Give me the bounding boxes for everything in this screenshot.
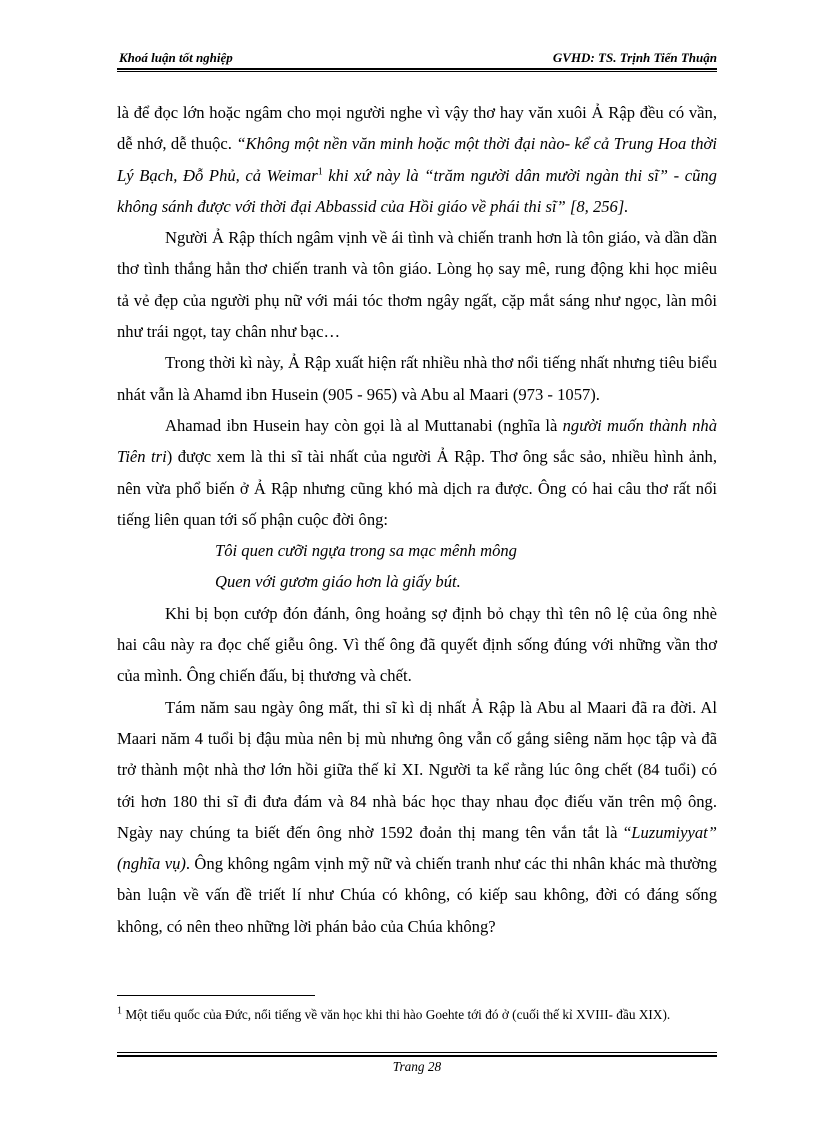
footnote-mark: 1	[117, 1005, 122, 1017]
header-title: Khoá luận tốt nghiệp	[119, 50, 233, 65]
header-rule-thin	[117, 71, 717, 72]
footnote	[117, 1006, 717, 1023]
footnote-text: Một tiểu quốc của Đức, nổi tiếng về văn học khi thi hào Goehte tới đó ở (cuối thế kỉ XVIII- đầu XIX).	[122, 1007, 671, 1022]
footnote-separator	[117, 995, 315, 996]
page-header	[117, 47, 717, 67]
paragraph-1: là để đọc lớn hoặc ngâm cho mọi người nghe vì vậy thơ hay văn xuôi Ả Rập đều có vần, dễ nhớ, dễ thuộc. “Không một nền văn minh hoặc một thời đại nào- kể cả Trung Hoa thời Lý Bạch, Đỗ Phủ, cả Weimar$^1$ khi xứ này là “trăm người dân mười ngàn thi sĩ” - cũng không sánh được với thời đại Abbassid của Hồi giáo về phái thi sĩ” [8, 256].	[117, 103, 718, 216]
main-text	[117, 97, 717, 942]
paragraph-5: Khi bị bọn cướp đón đánh, ông hoảng sợ định bỏ chạy thì tên nô lệ của ông nhè hai câu này ra đọc chế giễu ông. Vì thế ông đã quyết định sống đúng với những vần thơ của mình. Ông chiến đấu, bị thương và chết.	[117, 603, 717, 686]
page-number: Trang 28	[392, 1059, 442, 1074]
quote-cont: khi xứ này là “trăm người dân mười ngàn thi sĩ” - cũng không sánh được với thời đại Abbassid của Hồi giáo về phái thi sĩ” [8, 256].	[117, 165, 717, 216]
quote: “Không một nền văn minh hoặc một thời đại nào- kể cả Trung Hoa thời Lý Bạch, Đỗ Phủ, cả Weimar	[117, 134, 718, 185]
verse-line-2: Quen với gươm giáo hơn là giấy bút.	[215, 572, 461, 592]
verse-line-1: Tôi quen cưỡi ngựa trong sa mạc mênh mông	[215, 541, 517, 561]
paragraph-2: Người Ả Rập thích ngâm vịnh về ái tình và chiến tranh hơn là tôn giáo, và dần dần thơ tình thắng hẳn thơ chiến tranh và tôn giáo. Lòng họ say mê, rung động khi học miêu tả vẻ đẹp của người phụ nữ với mái tóc thơm ngây ngất, cặp mắt sáng như ngọc, làn môi như trái ngọt, tay chân như bạc…	[117, 228, 717, 342]
header-advisor: GVHD: TS. Trịnh Tiến Thuận	[552, 50, 717, 65]
paragraph-3: Trong thời kì này, Ả Rập xuất hiện rất nhiều nhà thơ nổi tiếng nhất nhưng tiêu biểu nhát vẫn là Ahamd ibn Husein (905 - 965) và Abu al Maari (973 - 1057).	[117, 353, 717, 404]
paragraph-6: Tám năm sau ngày ông mất, thi sĩ kì dị nhất Ả Rập là Abu al Maari đã ra đời. Al Maari năm 4 tuổi bị đậu mùa nên bị mù nhưng ông vẫn cố gắng siêng năm học tập và đã trở thành một nhà thơ lớn hồi giữa thế kỉ XI. Người ta kể rằng lúc ông chết (84 tuổi) có tới hơn 180 thi sĩ đi đưa đám và 84 nhà bác học thay nhau đọc điếu văn trên mộ ông. Ngày nay chúng ta biết đến ông nhờ 1592 đoản thị mang tên vắn tắt là “Luzumiyyat” (nghĩa vụ). Ông không ngâm vịnh mỹ nữ và chiến tranh như các thi nhân khác mà thường bàn luận về vấn đề triết lí như Chúa có không, có kiếp sau không, đời có đáng sống không, có nên theo những lời phán bảo của Chúa không?	[117, 697, 717, 936]
paragraph-4: Ahamad ibn Husein hay còn gọi là al Muttanabi (nghĩa là người muốn thành nhà Tiên tri) được xem là thi sĩ tài nhất của người Ả Rập. Thơ ông sắc sảo, nhiều hình ảnh, nên vừa phổ biến ở Ả Rập nhưng cũng khó mà dịch ra được. Ông có hai câu thơ rất nổi tiếng liên quan tới số phận cuộc đời ông:	[117, 415, 717, 529]
footer-rule-thick	[117, 1055, 717, 1057]
header-rule-thick	[117, 68, 717, 70]
footnote-ref: 1	[317, 166, 323, 178]
footer-rule-thin	[117, 1052, 717, 1053]
